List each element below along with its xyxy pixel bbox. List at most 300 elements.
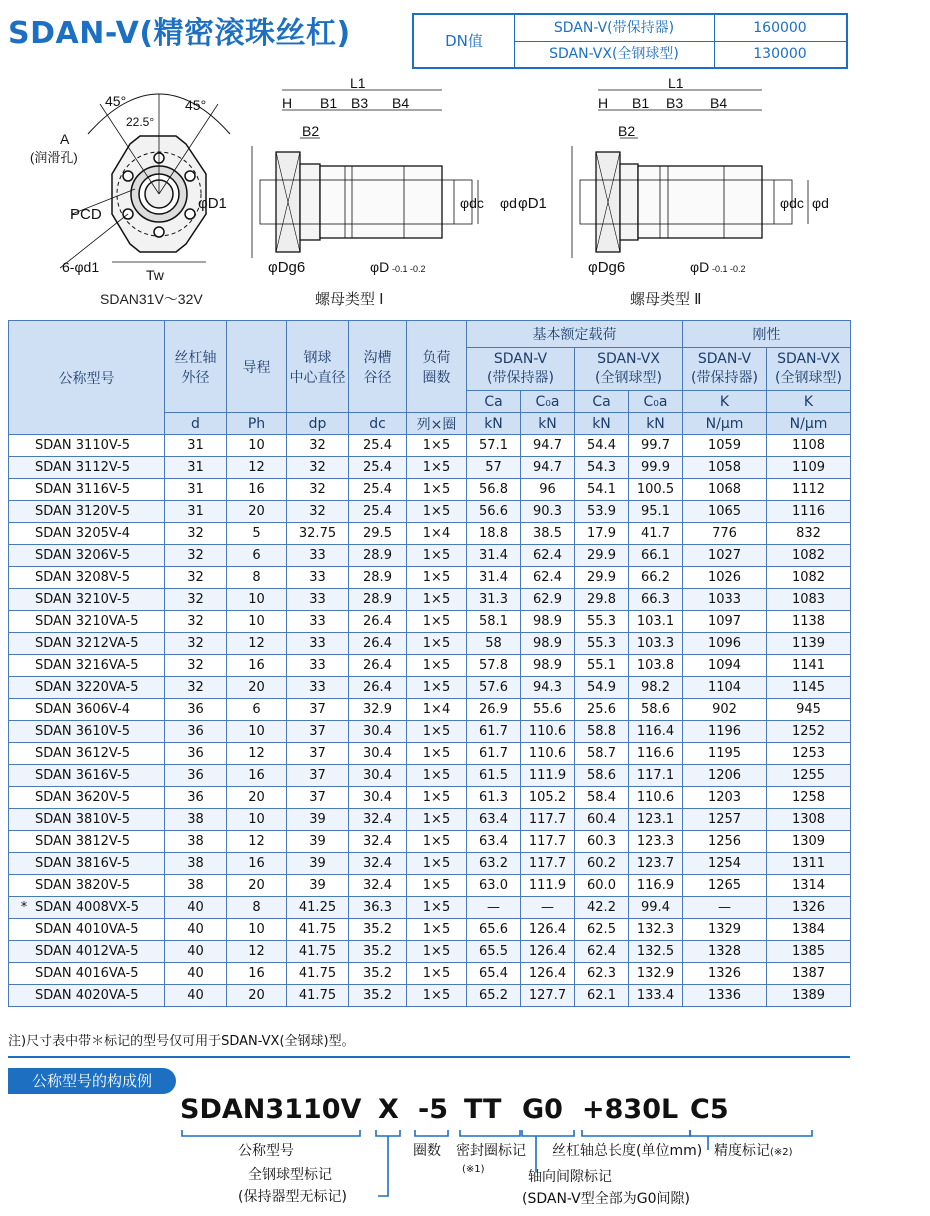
cell-dp: 41.75 <box>287 941 349 963</box>
cell-dc: 32.9 <box>349 699 407 721</box>
cell-k-v: 1097 <box>683 611 767 633</box>
cell-d: 36 <box>165 787 227 809</box>
cell-c0a-vx: 41.7 <box>629 523 683 545</box>
cell-ph: 10 <box>227 809 287 831</box>
table-row <box>9 963 851 985</box>
cell-k-vx: 1145 <box>767 677 851 699</box>
table-row <box>9 699 851 721</box>
dimension-label: B3 <box>351 95 369 111</box>
cell-c0a-vx: 123.3 <box>629 831 683 853</box>
subheader-vx <box>575 348 683 391</box>
cell-c: 1×5 <box>407 479 467 501</box>
cell-ca-v: 58.1 <box>467 611 521 633</box>
cell-k-v: 1336 <box>683 985 767 1007</box>
cell-k-v: 1058 <box>683 457 767 479</box>
cell-dc: 30.4 <box>349 721 407 743</box>
model-text: SDAN 3116V-5 <box>35 482 130 497</box>
table-row <box>9 545 851 567</box>
cell-ca-v: 56.8 <box>467 479 521 501</box>
cell-k-vx: 832 <box>767 523 851 545</box>
dn-row-name: SDAN-V(带保持器) <box>514 15 715 41</box>
cell-c0a-vx: 132.9 <box>629 963 683 985</box>
dn-row-value: 160000 <box>753 20 807 36</box>
cell-d: 40 <box>165 897 227 919</box>
cell-ca-v: 56.6 <box>467 501 521 523</box>
header-line: SDAN-V <box>697 351 752 367</box>
cell-dc: 32.4 <box>349 875 407 897</box>
cell-dp: 41.25 <box>287 897 349 919</box>
cell-ca-vx: 58.4 <box>575 787 629 809</box>
dimension-label: φD <box>370 259 390 275</box>
dimension-label: B3 <box>666 95 684 111</box>
cell-k-vx: 1258 <box>767 787 851 809</box>
table-row <box>9 523 851 545</box>
header-line: 钢球 <box>303 349 332 366</box>
cell-model <box>9 655 165 677</box>
table-row <box>9 655 851 677</box>
cell-k-vx: 1255 <box>767 765 851 787</box>
dn-row-value: 130000 <box>753 46 807 62</box>
cell-k-v: 1206 <box>683 765 767 787</box>
cell-model <box>9 457 165 479</box>
cell-c0a-v: 110.6 <box>521 721 575 743</box>
model-text: SDAN 3610V-5 <box>35 724 130 739</box>
label-circuits: 圈数 <box>413 1143 441 1159</box>
cell-dp: 32 <box>287 501 349 523</box>
cell-dp: 37 <box>287 721 349 743</box>
table-note: 注)尺寸表中带＊标记的型号仅可用于SDAN-VX(全钢球)型。 <box>8 1034 355 1049</box>
unit-dc: dc <box>349 413 407 435</box>
cell-k-vx: 1385 <box>767 941 851 963</box>
cell-dc: 29.5 <box>349 523 407 545</box>
cell-ph: 12 <box>227 941 287 963</box>
cell-ca-vx: 29.9 <box>575 567 629 589</box>
cell-dp: 37 <box>287 743 349 765</box>
cell-c0a-vx: 95.1 <box>629 501 683 523</box>
cell-model <box>9 523 165 545</box>
cell-dp: 32 <box>287 435 349 457</box>
col-header-d <box>165 321 227 413</box>
cell-c: 1×5 <box>407 545 467 567</box>
cell-c0a-vx: 132.3 <box>629 919 683 941</box>
cell-model <box>9 985 165 1007</box>
cell-k-v: 1065 <box>683 501 767 523</box>
cell-d: 40 <box>165 941 227 963</box>
cell-c0a-v: 126.4 <box>521 919 575 941</box>
cell-model <box>9 501 165 523</box>
cell-c: 1×5 <box>407 633 467 655</box>
technical-drawings <box>0 74 930 314</box>
cell-k-vx: 1389 <box>767 985 851 1007</box>
cell-ca-vx: 58.7 <box>575 743 629 765</box>
dimension-label: B1 <box>320 95 338 111</box>
cell-d: 40 <box>165 919 227 941</box>
cell-dp: 37 <box>287 699 349 721</box>
cell-c0a-vx: 103.3 <box>629 633 683 655</box>
cell-k-v: 1096 <box>683 633 767 655</box>
cell-model <box>9 545 165 567</box>
lubrication-hole-label: A <box>60 131 70 147</box>
model-text: SDAN 3810V-5 <box>35 812 130 827</box>
cell-model <box>9 699 165 721</box>
cell-ca-v: 31.4 <box>467 545 521 567</box>
subheader-k: K <box>767 391 851 413</box>
table-row <box>9 809 851 831</box>
cell-dp: 37 <box>287 787 349 809</box>
cell-c0a-vx: 99.9 <box>629 457 683 479</box>
cell-dc: 25.4 <box>349 479 407 501</box>
cell-model <box>9 787 165 809</box>
cell-d: 31 <box>165 435 227 457</box>
cell-k-vx: 1082 <box>767 545 851 567</box>
cell-dc: 32.4 <box>349 831 407 853</box>
table-row <box>9 457 851 479</box>
cell-ca-vx: 25.6 <box>575 699 629 721</box>
cell-c0a-v: 38.5 <box>521 523 575 545</box>
tw-label: Tw <box>146 267 164 283</box>
label-accuracy <box>714 1140 793 1160</box>
cell-ph: 10 <box>227 589 287 611</box>
cell-k-vx: 1083 <box>767 589 851 611</box>
cell-ph: 10 <box>227 919 287 941</box>
cell-c0a-v: 111.9 <box>521 875 575 897</box>
cell-k-v: 776 <box>683 523 767 545</box>
cell-d: 38 <box>165 831 227 853</box>
code-part-model: SDAN3110V <box>180 1094 362 1125</box>
model-text: SDAN 3210V-5 <box>35 592 130 607</box>
cell-ph: 20 <box>227 985 287 1007</box>
cell-c: 1×5 <box>407 501 467 523</box>
label-accuracy-text: 精度标记 <box>714 1143 770 1159</box>
cell-dp: 41.75 <box>287 963 349 985</box>
subheader-c0a: C₀a <box>521 391 575 413</box>
col-header-dc <box>349 321 407 413</box>
cell-ca-vx: 54.1 <box>575 479 629 501</box>
cell-d: 32 <box>165 545 227 567</box>
label-seal: 密封圈标记 <box>456 1143 526 1159</box>
cell-ph: 5 <box>227 523 287 545</box>
dimension-label: B2 <box>302 123 320 139</box>
cell-k-vx: 1387 <box>767 963 851 985</box>
bolt-hole-label: 6-φd1 <box>62 259 100 275</box>
col-header-circuits <box>407 321 467 413</box>
cell-ph: 12 <box>227 633 287 655</box>
cell-model <box>9 941 165 963</box>
cell-ca-vx: 54.3 <box>575 457 629 479</box>
cell-model <box>9 633 165 655</box>
cell-c0a-v: 117.7 <box>521 831 575 853</box>
header-line: (全钢球型) <box>595 370 662 386</box>
unit-ph: Ph <box>227 413 287 435</box>
label-clearance-note: (SDAN-V型全部为G0间隙) <box>522 1191 690 1207</box>
cell-ph: 6 <box>227 545 287 567</box>
model-text: SDAN 4020VA-5 <box>35 988 139 1003</box>
model-text: SDAN 3206V-5 <box>35 548 130 563</box>
cell-c0a-v: 111.9 <box>521 765 575 787</box>
dimension-label: B4 <box>710 95 728 111</box>
cell-ca-vx: 29.8 <box>575 589 629 611</box>
cell-dp: 33 <box>287 545 349 567</box>
dn-row <box>514 41 846 67</box>
cell-k-vx: 1109 <box>767 457 851 479</box>
cell-c0a-vx: 66.3 <box>629 589 683 611</box>
page-title: SDAN-V(精密滚珠丝杠) <box>8 16 351 51</box>
table-row <box>9 721 851 743</box>
unit-d: d <box>165 413 227 435</box>
cell-dp: 33 <box>287 633 349 655</box>
model-text: SDAN 3220VA-5 <box>35 680 139 695</box>
cell-k-v: 1326 <box>683 963 767 985</box>
header-line: (带保持器) <box>691 370 758 386</box>
cell-c: 1×5 <box>407 787 467 809</box>
cell-d: 36 <box>165 721 227 743</box>
model-text: SDAN 3606V-4 <box>35 702 130 717</box>
cell-ca-v: 61.3 <box>467 787 521 809</box>
table-row <box>9 985 851 1007</box>
cell-dc: 26.4 <box>349 633 407 655</box>
header-line: 沟槽 <box>363 349 392 366</box>
cell-k-vx: 1311 <box>767 853 851 875</box>
cell-dp: 33 <box>287 677 349 699</box>
cell-k-v: 1254 <box>683 853 767 875</box>
cell-dc: 25.4 <box>349 457 407 479</box>
cell-d: 40 <box>165 963 227 985</box>
cell-dp: 33 <box>287 611 349 633</box>
cell-ph: 20 <box>227 875 287 897</box>
drawing-caption: 螺母类型 Ⅰ <box>315 291 384 308</box>
cell-dp: 39 <box>287 875 349 897</box>
cell-c: 1×5 <box>407 721 467 743</box>
cell-ca-v: 63.4 <box>467 809 521 831</box>
cell-dc: 28.9 <box>349 567 407 589</box>
cell-c0a-vx: 99.4 <box>629 897 683 919</box>
cell-k-vx: 1308 <box>767 809 851 831</box>
cell-ph: 12 <box>227 743 287 765</box>
dn-label: DN值 <box>414 15 515 67</box>
dimension-label: L1 <box>668 75 684 91</box>
cell-dc: 32.4 <box>349 853 407 875</box>
cell-dp: 32.75 <box>287 523 349 545</box>
cell-k-vx: 1384 <box>767 919 851 941</box>
cell-ca-v: 58 <box>467 633 521 655</box>
cell-c0a-vx: 66.2 <box>629 567 683 589</box>
cell-ca-vx: 55.3 <box>575 611 629 633</box>
col-header-load: 基本额定载荷 <box>467 321 683 348</box>
cell-dp: 39 <box>287 853 349 875</box>
subheader-v <box>683 348 767 391</box>
header-line: SDAN-VX <box>597 351 660 367</box>
model-text: SDAN 3210VA-5 <box>35 614 139 629</box>
header-line: SDAN-VX <box>777 351 840 367</box>
cell-ca-v: 63.4 <box>467 831 521 853</box>
cell-ca-v: 57 <box>467 457 521 479</box>
header-line: (带保持器) <box>487 370 554 386</box>
cell-ca-vx: 62.5 <box>575 919 629 941</box>
dimension-label: φd <box>500 195 517 211</box>
model-text: SDAN 3208V-5 <box>35 570 130 585</box>
cell-ph: 10 <box>227 721 287 743</box>
cell-ph: 16 <box>227 655 287 677</box>
cell-c0a-vx: 66.1 <box>629 545 683 567</box>
cell-c0a-v: 110.6 <box>521 743 575 765</box>
cell-ca-v: 57.1 <box>467 435 521 457</box>
header-line: 负荷 <box>422 349 451 366</box>
model-text: SDAN 4008VX-5 <box>35 900 139 915</box>
cell-ca-v: 65.5 <box>467 941 521 963</box>
cell-k-v: 1256 <box>683 831 767 853</box>
header-line: (全钢球型) <box>775 370 842 386</box>
cell-c0a-v: 126.4 <box>521 963 575 985</box>
cell-k-vx: 1326 <box>767 897 851 919</box>
cell-ca-vx: 60.3 <box>575 831 629 853</box>
model-text: SDAN 3620V-5 <box>35 790 130 805</box>
nut-type-2-drawing <box>572 90 808 258</box>
cell-ca-vx: 29.9 <box>575 545 629 567</box>
code-part-clearance: G0 <box>522 1094 563 1125</box>
cell-d: 32 <box>165 677 227 699</box>
unit-stiffness: N/μm <box>767 413 851 435</box>
model-text: SDAN 4012VA-5 <box>35 944 139 959</box>
cell-dc: 25.4 <box>349 501 407 523</box>
cell-c0a-v: 90.3 <box>521 501 575 523</box>
unit-circuits: 列×圈 <box>407 413 467 435</box>
cell-d: 32 <box>165 611 227 633</box>
cell-c0a-vx: 116.9 <box>629 875 683 897</box>
cell-dc: 26.4 <box>349 677 407 699</box>
col-header-stiffness: 刚性 <box>683 321 851 348</box>
cell-k-vx: 1252 <box>767 721 851 743</box>
cell-c0a-v: 98.9 <box>521 655 575 677</box>
col-header-model: 公称型号 <box>9 321 165 435</box>
cell-d: 38 <box>165 853 227 875</box>
lubrication-hole-note: (润滑孔) <box>30 150 78 165</box>
nut-type-1-drawing <box>252 90 478 258</box>
cell-model <box>9 567 165 589</box>
cell-d: 36 <box>165 743 227 765</box>
table-row <box>9 765 851 787</box>
cell-dc: 30.4 <box>349 743 407 765</box>
model-text: SDAN 3112V-5 <box>35 460 130 475</box>
cell-c0a-v: 62.4 <box>521 545 575 567</box>
cell-c0a-v: 98.9 <box>521 611 575 633</box>
cell-model <box>9 677 165 699</box>
cell-model <box>9 963 165 985</box>
cell-ph: 16 <box>227 765 287 787</box>
model-text: SDAN 3120V-5 <box>35 504 130 519</box>
cell-c: 1×5 <box>407 567 467 589</box>
cell-c: 1×5 <box>407 897 467 919</box>
cell-k-v: 1094 <box>683 655 767 677</box>
code-part-vx: X <box>378 1094 399 1125</box>
cell-d: 38 <box>165 875 227 897</box>
table-row <box>9 677 851 699</box>
cell-c0a-vx: 98.2 <box>629 677 683 699</box>
cell-c0a-v: 105.2 <box>521 787 575 809</box>
dimension-label: φdc <box>460 195 484 211</box>
cell-ca-vx: 60.2 <box>575 853 629 875</box>
cell-c0a-vx: 133.4 <box>629 985 683 1007</box>
cell-ca-v: 63.2 <box>467 853 521 875</box>
cell-c0a-v: 94.7 <box>521 457 575 479</box>
cell-model <box>9 897 165 919</box>
cell-ca-v: 61.5 <box>467 765 521 787</box>
cell-dc: 25.4 <box>349 435 407 457</box>
header-line: 谷径 <box>363 369 392 386</box>
cell-dp: 39 <box>287 809 349 831</box>
label-seal-note: (※1) <box>462 1164 485 1175</box>
cell-dp: 32 <box>287 479 349 501</box>
cell-ca-v: 61.7 <box>467 721 521 743</box>
label-vx-note: (保持器型无标记) <box>238 1189 347 1205</box>
cell-ca-vx: 17.9 <box>575 523 629 545</box>
cell-d: 32 <box>165 567 227 589</box>
cell-ca-vx: 60.4 <box>575 809 629 831</box>
cell-k-v: 1257 <box>683 809 767 831</box>
table-row <box>9 875 851 897</box>
cell-k-v: 1328 <box>683 941 767 963</box>
cell-dc: 35.2 <box>349 963 407 985</box>
model-text: SDAN 3616V-5 <box>35 768 130 783</box>
cell-model <box>9 435 165 457</box>
cell-k-vx: 1314 <box>767 875 851 897</box>
cell-ca-v: 57.8 <box>467 655 521 677</box>
table-row <box>9 897 851 919</box>
angle-label: 45° <box>105 93 127 109</box>
cell-k-v: 902 <box>683 699 767 721</box>
dimension-label: φDg6 <box>588 259 626 276</box>
cell-dc: 30.4 <box>349 787 407 809</box>
cell-c0a-v: 94.3 <box>521 677 575 699</box>
cell-dp: 33 <box>287 589 349 611</box>
cell-c: 1×5 <box>407 655 467 677</box>
cell-model <box>9 875 165 897</box>
pcd-label: PCD <box>70 206 102 223</box>
cell-ca-v: 65.4 <box>467 963 521 985</box>
cell-dp: 39 <box>287 831 349 853</box>
cell-dc: 28.9 <box>349 589 407 611</box>
cell-dc: 32.4 <box>349 809 407 831</box>
header-line: 圈数 <box>422 369 451 386</box>
cell-ph: 16 <box>227 479 287 501</box>
cell-ca-v: 31.3 <box>467 589 521 611</box>
model-text: SDAN 3216VA-5 <box>35 658 139 673</box>
cell-model <box>9 611 165 633</box>
cell-c0a-vx: 132.5 <box>629 941 683 963</box>
example-section-badge: 公称型号的构成例 <box>8 1068 176 1094</box>
cell-c: 1×5 <box>407 677 467 699</box>
cell-k-vx: 1139 <box>767 633 851 655</box>
cell-ph: 12 <box>227 831 287 853</box>
table-row <box>9 479 851 501</box>
cell-ca-vx: 60.0 <box>575 875 629 897</box>
table-row <box>9 567 851 589</box>
cell-c0a-vx: 58.6 <box>629 699 683 721</box>
cell-d: 40 <box>165 985 227 1007</box>
cell-ca-vx: 54.4 <box>575 435 629 457</box>
table-row <box>9 941 851 963</box>
col-header-ph: 导程 <box>227 321 287 413</box>
cell-d: 36 <box>165 699 227 721</box>
cell-c: 1×4 <box>407 523 467 545</box>
cell-k-vx: 1082 <box>767 567 851 589</box>
cell-dp: 33 <box>287 567 349 589</box>
cell-k-vx: 945 <box>767 699 851 721</box>
dimension-label: φD <box>690 259 710 275</box>
cell-dc: 28.9 <box>349 545 407 567</box>
cell-dp: 33 <box>287 655 349 677</box>
cell-ca-vx: 55.1 <box>575 655 629 677</box>
cell-ph: 10 <box>227 435 287 457</box>
